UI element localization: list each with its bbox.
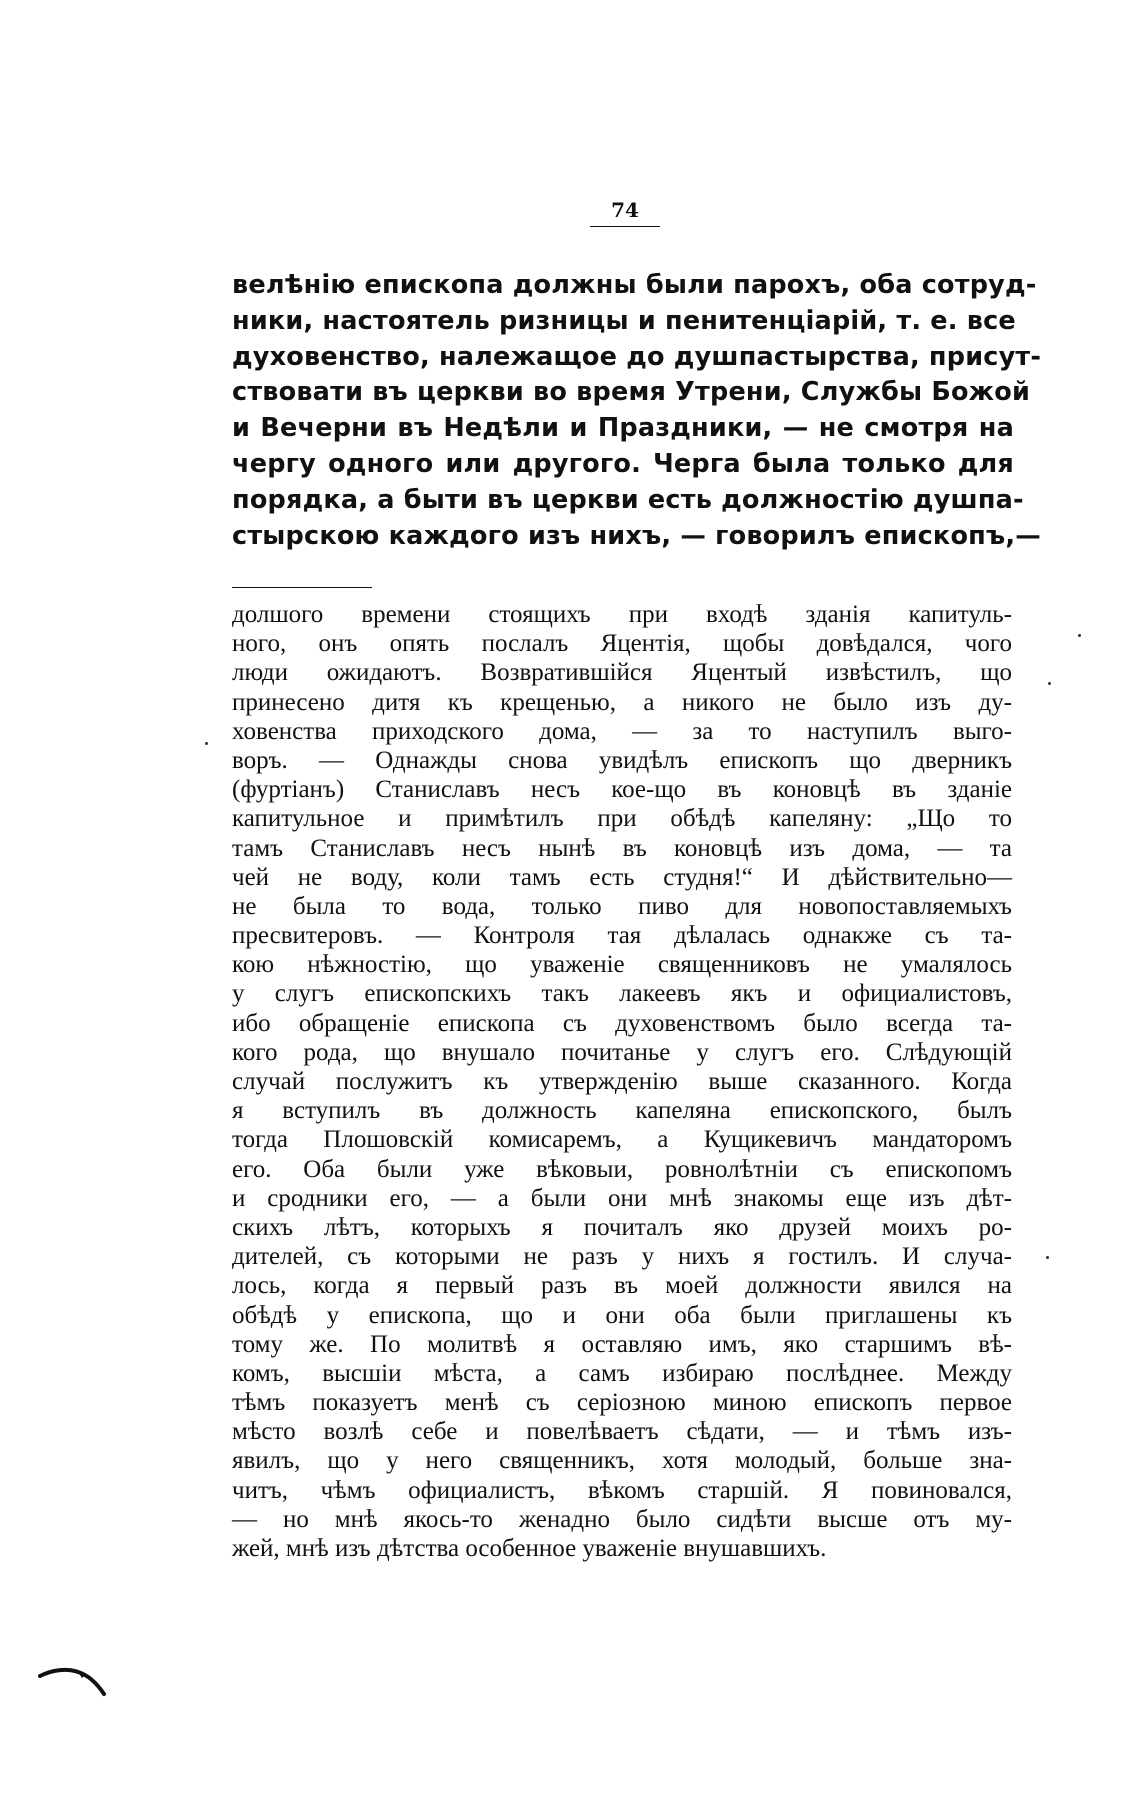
footnote-line: случай послужитъ къ утвержденію выше сказанного. Когда bbox=[232, 1068, 1012, 1095]
footnote-line: его. Оба были уже вѣковыи, ровнолѣтніи съ епископомъ bbox=[232, 1155, 1012, 1183]
footnote-line: кою нѣжностію, що уваженіе священниковъ не умалялось bbox=[232, 951, 1012, 979]
print-speck bbox=[1048, 682, 1051, 685]
footnote-line: жей, мнѣ изъ дѣтства особенное уваженіе внушавшихъ. bbox=[232, 1535, 827, 1562]
print-speck bbox=[205, 742, 208, 745]
footnote-line: и сродники его, — а были они мнѣ знакомы еще изъ дѣт- bbox=[232, 1184, 1012, 1212]
main-text-line: духовенство, належащое до душпастырства, присут- bbox=[232, 341, 1042, 372]
main-text-line: порядка, а быти въ церкви есть должностію душпа- bbox=[232, 484, 1024, 515]
footnote-line: мѣсто возлѣ себе и повелѣваетъ сѣдати, — и тѣмъ изъ- bbox=[232, 1418, 1012, 1446]
footnote-line: люди ожидаютъ. Возвратившійся Яцентый извѣстилъ, що bbox=[232, 659, 1012, 687]
footnote-line: я вступилъ въ должность капеляна епископского, былъ bbox=[232, 1097, 1012, 1125]
footnote-line: кого рода, що внушало почитанье у слугъ его. Слѣдующій bbox=[232, 1038, 1012, 1066]
footnote-line: — но мнѣ якось-то женадно было сидѣти высше отъ му- bbox=[232, 1505, 1012, 1533]
footnote-line: не была то вода, только пиво для новопоставляемыхъ bbox=[232, 892, 1012, 920]
main-text-line: велѣнію епископа должны были парохъ, оба сотруд- bbox=[232, 270, 1037, 300]
footnote-line: тогда Плошовскій комисаремъ, а Кущикевичъ мандаторомъ bbox=[232, 1126, 1012, 1154]
footnote-line: у слугъ епископскихъ такъ лакеевъ якъ и официалистовъ, bbox=[232, 980, 1012, 1008]
footnote-line: ного, онъ опять послалъ Яцентія, щобы довѣдался, чого bbox=[232, 630, 1012, 658]
footnote-line: принесено дитя къ крещенью, а никого не было изъ ду- bbox=[232, 688, 1012, 716]
footnote-line: дителей, съ которыми не разъ у нихъ я гостилъ. И случа- bbox=[232, 1243, 1012, 1271]
main-text-line: ствовати въ церкви во время Утрени, Службы Божой bbox=[232, 377, 1031, 408]
main-text-line: стырскою каждого изъ нихъ, — говорилъ епископъ,— bbox=[232, 520, 1041, 551]
footnote-line: ховенства приходского дома, — за то наступилъ выго- bbox=[232, 717, 1012, 745]
main-text-line: ники, настоятель ризницы и пенитенціарій, т. е. все bbox=[232, 305, 1016, 336]
footnote-line: долшого времени стоящихъ при входѣ зданія капитуль- bbox=[232, 601, 1012, 628]
footnote-line: скихъ лѣтъ, которыхъ я почиталъ яко друзей моихъ ро- bbox=[232, 1213, 1012, 1241]
footnote-block bbox=[232, 600, 1012, 1563]
footnote-line: (фуртіанъ) Станиславъ несъ кое-що въ коновцѣ въ зданіе bbox=[232, 776, 1012, 804]
footnote-line: тому же. По молитвѣ я оставляю имъ, яко старшимъ вѣ- bbox=[232, 1330, 1012, 1358]
footnote-line: обѣдѣ у епископа, що и они оба были приглашены къ bbox=[232, 1301, 1012, 1329]
footnote-separator-rule bbox=[232, 587, 372, 588]
footnote-line: явилъ, що у него священникъ, хотя молодый, больше зна- bbox=[232, 1447, 1012, 1475]
main-text-block bbox=[232, 268, 1042, 554]
main-text-line: и Вечерни въ Недѣли и Праздники, — не смотря на bbox=[232, 413, 1014, 444]
footnote-line: пресвитеровъ. — Контроля тая дѣлалась однакже съ та- bbox=[232, 922, 1012, 950]
footnote-line: воръ. — Однажды снова увидѣлъ епископъ що дверникъ bbox=[232, 746, 1012, 774]
footnote-line: лось, когда я первый разъ въ моей должности явился на bbox=[232, 1272, 1012, 1300]
footnote-line: читъ, чѣмъ официалистъ, вѣкомъ старшій. Я повиновался, bbox=[232, 1476, 1012, 1504]
main-text-line: чергу одного или другого. Черга была только для bbox=[232, 448, 1014, 479]
footnote-line: комъ, высшіи мѣста, а самъ избираю послѣднее. Между bbox=[232, 1359, 1012, 1387]
pen-stroke-mark bbox=[38, 1662, 108, 1698]
footnote-line: ибо обращеніе епископа съ духовенствомъ было всегда та- bbox=[232, 1009, 1012, 1037]
footnote-line: тамъ Станиславъ несъ нынѣ въ коновцѣ изъ дома, — та bbox=[232, 834, 1012, 862]
footnote-line: капитульное и примѣтилъ при обѣдѣ капеляну: „Що то bbox=[232, 805, 1012, 833]
print-speck bbox=[1078, 634, 1081, 637]
page-number: 74 bbox=[590, 198, 660, 227]
print-speck bbox=[1046, 1256, 1049, 1259]
footnote-line: тѣмъ показуетъ менѣ съ серіозною миною епископъ первое bbox=[232, 1389, 1012, 1417]
footnote-line: чей не воду, коли тамъ есть студня!“ И дѣйствительно— bbox=[232, 863, 1012, 891]
